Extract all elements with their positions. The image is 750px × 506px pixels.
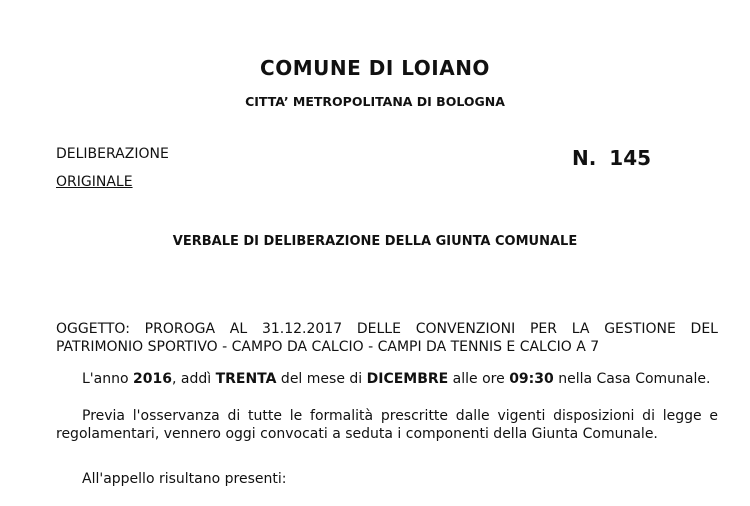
verbale-heading: VERBALE DI DELIBERAZIONE DELLA GIUNTA COMUNALE bbox=[172, 234, 578, 249]
previa-paragraph bbox=[56, 407, 718, 443]
date-text-4: alle ore bbox=[448, 371, 510, 387]
municipality-title: COMUNE DI LOIANO bbox=[260, 56, 490, 80]
date-text-3: del mese di bbox=[276, 371, 367, 387]
date-time: 09:30 bbox=[509, 371, 554, 387]
deliberation-number: N. 145 bbox=[572, 146, 652, 170]
date-year: 2016 bbox=[133, 371, 172, 387]
previa-line-1: Previa l'osservanza di tutte le formalità prescritte dalle vigenti disposizioni di legge e bbox=[82, 408, 718, 424]
metropolitan-subtitle: CITTA’ METROPOLITANA DI BOLOGNA bbox=[245, 94, 505, 109]
oggetto-line-2: PATRIMONIO SPORTIVO - CAMPO DA CALCIO - CAMPI DA TENNIS E CALCIO A 7 bbox=[56, 339, 600, 355]
appello-line: All'appello risultano presenti: bbox=[82, 471, 287, 487]
original-label: ORIGINALE bbox=[56, 174, 133, 190]
date-text-5: nella Casa Comunale. bbox=[553, 371, 711, 387]
date-text-1: L'anno bbox=[82, 371, 133, 387]
document-type-label: DELIBERAZIONE bbox=[56, 146, 169, 162]
previa-line-2: regolamentari, vennero oggi convocati a seduta i componenti della Giunta Comunale. bbox=[56, 426, 658, 442]
date-day: TRENTA bbox=[215, 371, 277, 387]
date-line bbox=[82, 370, 710, 388]
oggetto-paragraph bbox=[56, 320, 718, 356]
oggetto-line-1: OGGETTO: PROROGA AL 31.12.2017 DELLE CONVENZIONI PER LA GESTIONE DEL bbox=[56, 321, 718, 337]
date-month: DICEMBRE bbox=[366, 371, 449, 387]
date-text-2: , addì bbox=[171, 371, 216, 387]
